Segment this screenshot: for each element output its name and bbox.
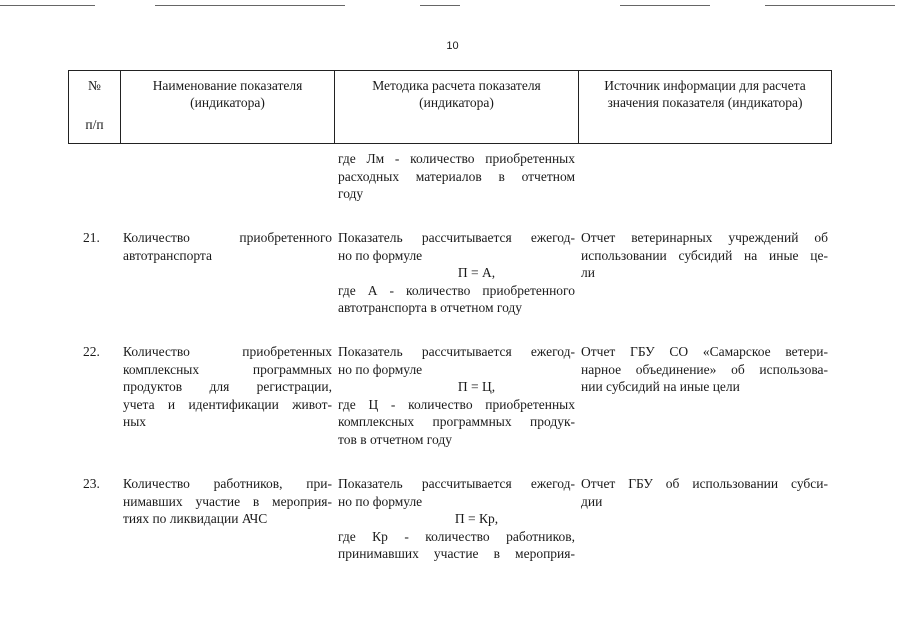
name-cell — [123, 229, 332, 264]
text-line: комплексных программных — [123, 361, 332, 377]
text-line: Показатель рассчитывается ежегод- — [338, 476, 575, 491]
text-line: Показатель рассчитывается ежегод- — [338, 230, 575, 245]
text-line: нарное объединение» об использова- — [581, 361, 828, 377]
text-line: нии субсидий на иные цели — [581, 379, 740, 394]
source-cell — [581, 475, 828, 510]
header-method-line: Методика расчета показателя — [372, 78, 541, 93]
text-line: П = Кр, — [454, 511, 499, 526]
text-line: Отчет ГБУ об использовании субси- — [581, 476, 828, 491]
scan-edge-line — [155, 5, 345, 6]
text-line: но по формуле — [338, 247, 423, 263]
method-cell — [338, 229, 575, 317]
method-cell — [338, 475, 575, 563]
text-line: Количество приобретенного — [123, 230, 332, 245]
text-line: ли — [581, 265, 595, 280]
text-line: автотранспорта — [123, 247, 212, 263]
header-number-line: № — [88, 78, 101, 93]
header-number-line: п/п — [85, 117, 104, 132]
header-method-line: (индикатора) — [419, 95, 494, 110]
text-line: использовании субсидий на иные це- — [581, 247, 828, 263]
text-line: году — [338, 186, 364, 201]
header-number — [69, 71, 121, 143]
text-line: Количество приобретенных — [123, 344, 332, 359]
text-line: Отчет ветеринарных учреждений об — [581, 230, 828, 245]
scan-edge-line — [420, 5, 460, 6]
text-line: где А - количество приобретенного — [338, 282, 575, 298]
header-name — [121, 71, 335, 143]
method-cell — [338, 150, 575, 203]
text-line: но по формуле — [338, 493, 423, 509]
header-name-line: Наименование показателя — [152, 78, 303, 93]
text-line: Количество работников, при- — [123, 476, 332, 491]
text-line: П = А, — [457, 265, 496, 280]
text-line: комплексных программных продук- — [338, 414, 575, 429]
header-source-line: Источник информации для расчета — [604, 78, 806, 93]
text-line: Отчет ГБУ СО «Самарское ветери- — [581, 344, 828, 359]
source-cell — [581, 229, 828, 282]
text-line: расходных материалов в отчетном — [338, 168, 575, 184]
text-line: принимавших участие в мероприя- — [338, 546, 575, 561]
text-line: учета и идентификации живот- — [123, 396, 332, 412]
scan-edge-line — [765, 5, 895, 6]
name-cell — [123, 475, 332, 528]
row-number: 23. — [83, 476, 100, 491]
text-line: но по формуле — [338, 361, 423, 377]
text-line: тиях по ликвидации АЧС — [123, 511, 268, 526]
header-method — [335, 71, 579, 143]
row-number: 21. — [83, 230, 100, 245]
header-name-line: (индикатора) — [190, 95, 265, 110]
header-source — [579, 71, 831, 143]
source-cell — [581, 343, 828, 396]
text-line: где Кр - количество работников, — [338, 528, 575, 544]
name-cell — [123, 343, 332, 431]
text-line: ных — [123, 414, 147, 429]
text-line: продуктов для регистрации, — [123, 379, 332, 394]
text-line: нимавших участие в мероприя- — [123, 493, 332, 509]
scan-edge-line — [620, 5, 710, 6]
text-line: автотранспорта в отчетном году — [338, 300, 523, 315]
page-number: 10 — [446, 40, 459, 52]
header-source-line: значения показателя (индикатора) — [607, 95, 803, 110]
row-number: 22. — [83, 344, 100, 359]
method-cell — [338, 343, 575, 448]
text-line: дии — [581, 493, 603, 509]
text-line: где Лм - количество приобретенных — [338, 151, 575, 166]
text-line: тов в отчетном году — [338, 431, 452, 447]
scan-edge-line — [0, 5, 95, 6]
text-line: П = Ц, — [457, 379, 496, 394]
table-header — [68, 70, 832, 144]
text-line: Показатель рассчитывается ежегод- — [338, 344, 575, 359]
text-line: где Ц - количество приобретенных — [338, 396, 575, 412]
